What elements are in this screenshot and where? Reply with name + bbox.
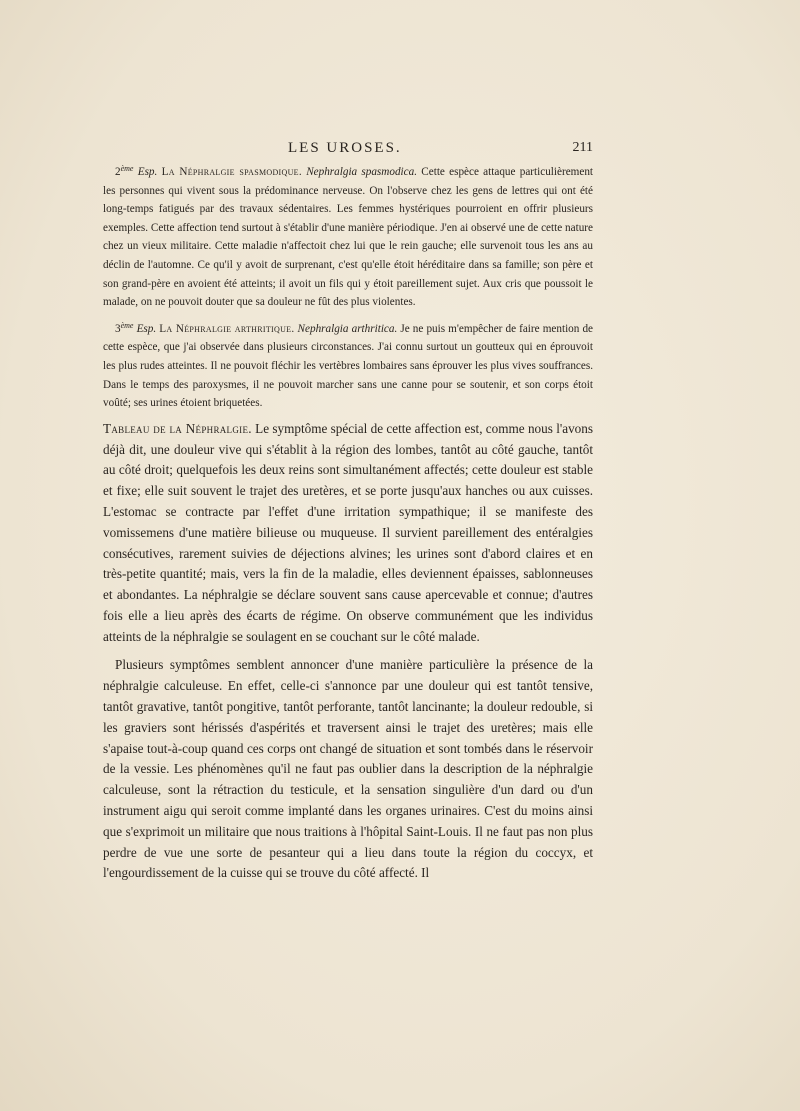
species-section [103,163,593,413]
calculeuse-paragraph: Plusieurs symptômes semblent annoncer d'une manière particulière la présence de la néphralgie calculeuse. En effet, celle-ci s'annonce par une douleur qui est tantôt tensive, tantôt gravative, tantôt pongitive, tantôt perforante, tantôt lancinante; la douleur redouble, si les graviers sont hérissés d'aspérités et traversent ainsi le trajet des uretères; mais elle s'apaise tout-à-coup quand ces corps ont changé de situation et sont tombés dans le réservoir de la vessie. Les phénomènes qu'il ne faut pas oublier dans la description de la néphralgie calculeuse, sont la rétraction du testicule, et la sensation singulière d'un dard ou d'un instrument aigu qui seroit comme implanté dans les organes urinaires. C'est du moins ainsi que s'exprimoit un militaire que nous traitions à l'hôpital Saint-Louis. Il ne faut pas non plus perdre de vue une sorte de pesanteur qui a lieu dans toute la région du coccyx, et l'engourdissement de la cuisse qui se trouve du côté affecté. Il [103,657,593,881]
species-2-name: La Néphralgie spasmodique. [161,166,302,178]
tableau-paragraph [103,419,593,648]
species-3-ordinal: ème [120,320,134,330]
species-2-paragraph [103,163,593,312]
species-3-paragraph [103,320,593,413]
tableau-text: Le symptôme spécial de cette affection est, comme nous l'avons déjà dit, une douleur vive qui s'établit à la région des lombes, tantôt au côté gauche, tantôt au côté droit; quelquefois les deux reins sont simultanément affectés; cette douleur est stable et fixe; elle suit souvent le trajet des uretères, et se porte jusqu'aux hanches ou aux cuisses. L'estomac se contracte par l'effet d'une irritation sympathique; il se manifeste des vomissemens d'une matière bilieuse ou muqueuse. Il survient pareillement des entéralgies consécutives, rarement suivies de déjections alvines; les urines sont d'abord claires et en très-petite quantité; mais, vers la fin de la maladie, elles deviennent épaisses, sablonneuses et abondantes. La néphralgie se déclare souvent sans cause apercevable et connue; d'autres fois elle a lieu après des écarts de régime. On observe communément que les individus atteints de la néphralgie se soulagent en se couchant sur le côté malade. [103,420,593,644]
species-2-latin: Nephralgia spasmodica. [306,166,418,178]
species-2-ordinal: ème [120,164,134,173]
species-3-esp: Esp. [136,322,157,335]
main-text [103,419,593,885]
species-3-latin: Nephralgia arthritica. [297,322,398,335]
running-title: LES UROSES. [288,140,402,156]
species-2-text: Cette espèce attaque particulièrement les personnes qui vivent sous la prédominance nerveuse. On l'observe chez les gens de lettres qui ont été long-temps fatigués par des travaux sédentaires. Les femmes hystériques pourroient en offrir plusieurs exemples. Cette affection tend surtout à s'établir d'une manière périodique. J'en ai observé une de cette nature chez un vieux militaire. Cette maladie n'affectoit chez lui que le rein gauche; elle survenoit tous les ans au déclin de l'automne. Ce qu'il y avoit de surprenant, c'est qu'elle étoit héréditaire dans sa famille; son père et son grand-père en avoient été atteints; il avoit un fils qui y étoit pareillement sujet. Aux cris que poussoit le malade, on ne pouvoit douter que sa douleur ne fût des plus violentes. [103,166,594,309]
page-number: 211 [572,140,593,155]
species-2-esp: Esp. [137,166,158,178]
tableau-heading: Tableau de la Néphralgie. [103,420,252,436]
species-3-name: La Néphralgie arthritique. [159,322,295,335]
page-content [103,163,593,884]
page-header [103,140,593,162]
species-3-number: 3 [115,322,121,335]
species-3-text: Je ne puis m'empêcher de faire mention de cette espèce, que j'ai observée dans plusieurs circonstances. J'ai connu surtout un goutteux qui en éprouvoit les plus rudes atteintes. Il ne pouvoit fléchir les vertèbres lombaires sans éprouver les plus vives souffrances. Dans le temps des paroxysmes, il ne pouvoit marcher sans une canne pour se soutenir, et son corps étoit voûté; ses urines étoient briquetées. [103,322,594,410]
species-2-number: 2 [115,166,121,178]
